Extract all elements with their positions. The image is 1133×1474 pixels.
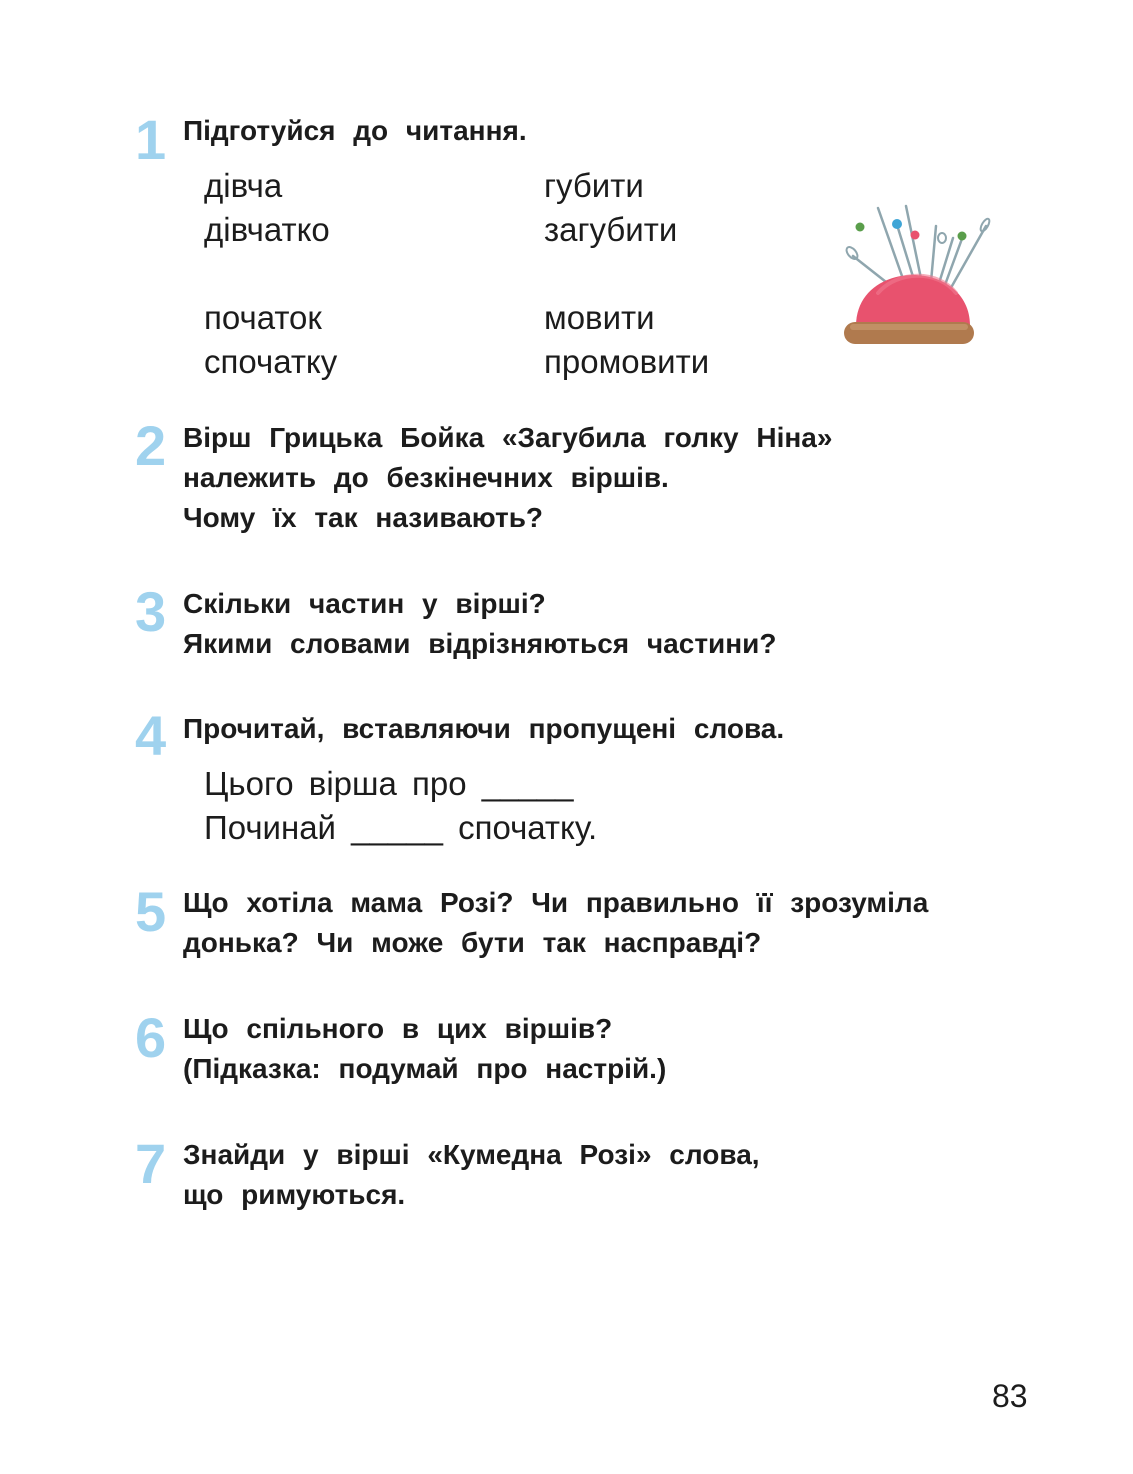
task-3-line-1: Скільки частин у вірші? [183, 588, 546, 619]
task-5-text [183, 883, 928, 963]
task-number-2: 2 [135, 414, 165, 477]
task-2-line-2: належить до безкінечних віршів. [183, 462, 669, 493]
word-zahubyty: загубити [544, 211, 678, 248]
task-number-4: 4 [135, 704, 165, 767]
task-number-5: 5 [135, 880, 165, 943]
fill-in-line-1: Цього вірша про _____ [204, 765, 574, 802]
task-6-line-1: Що спільного в цих віршів? [183, 1013, 613, 1044]
task-2-line-1: Вірш Грицька Бойка «Загубила голку Ніна» [183, 422, 833, 453]
task-6-line-2: (Підказка: подумай про настрій.) [183, 1053, 667, 1084]
task-7-line-1: Знайди у вірші «Кумедна Розі» слова, [183, 1139, 760, 1170]
word-hubyty: губити [544, 167, 644, 204]
task-3-text [183, 584, 776, 664]
word-pochatok: початок [204, 299, 322, 336]
task-number-7: 7 [135, 1132, 165, 1195]
task-4-line-1: Прочитай, вставляючи пропущені слова. [183, 713, 785, 744]
word-divchatko: дівчатко [204, 211, 330, 248]
word-promovyty: промовити [544, 343, 710, 380]
word-divcha: дівча [204, 167, 283, 204]
task-number-6: 6 [135, 1006, 165, 1069]
pincushion-icon [838, 198, 998, 348]
fill-in-line-2: Починай _____ спочатку. [204, 809, 598, 846]
task-2-text [183, 418, 832, 538]
task-5-line-2: донька? Чи може бути так насправді? [183, 927, 762, 958]
task-3-line-2: Якими словами відрізняються частини? [183, 628, 777, 659]
task-7-line-2: що римуються. [183, 1179, 406, 1210]
task-number-3: 3 [135, 580, 165, 643]
word-spochatku: спочатку [204, 343, 338, 380]
page-number: 83 [992, 1378, 1028, 1414]
task-number-1: 1 [135, 108, 165, 171]
task-2-line-3: Чому їх так називають? [183, 502, 544, 533]
task-1-line-1: Підготуйся до читання. [183, 115, 527, 146]
task-7-text [183, 1135, 760, 1215]
task-6-text [183, 1009, 666, 1089]
task-4-text [183, 709, 784, 749]
task-1-text [183, 111, 527, 151]
task-5-line-1: Що хотіла мама Розі? Чи правильно її зрозуміла [183, 887, 929, 918]
word-movyty: мовити [544, 299, 655, 336]
